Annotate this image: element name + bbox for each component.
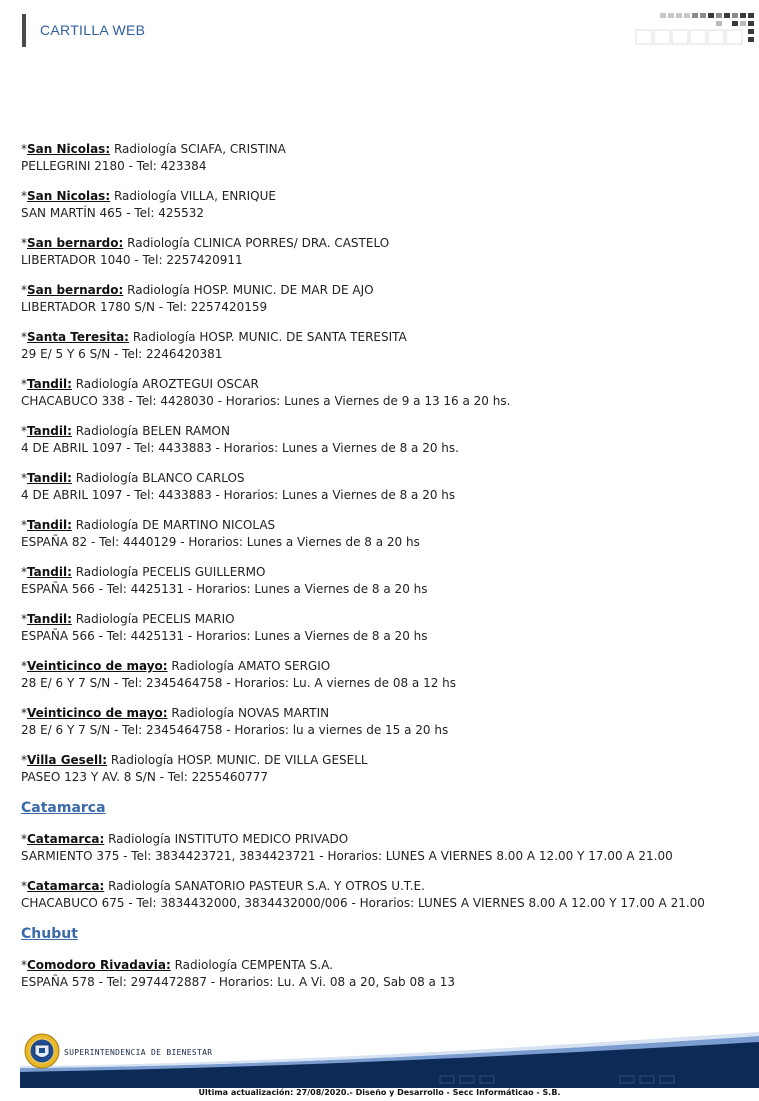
provider-line bbox=[21, 564, 746, 581]
superintendencia-seal-icon bbox=[24, 1033, 60, 1069]
provider-details: CHACABUCO 338 - Tel: 4428030 - Horarios: Lunes a Viernes de 9 a 13 16 a 20 hs. bbox=[21, 394, 511, 408]
provider-location: Veinticinco de mayo: bbox=[27, 706, 168, 720]
provider-specialty: Radiología bbox=[113, 142, 177, 156]
provider-location: Santa Teresita: bbox=[27, 330, 129, 344]
provider-location: San Nicolas: bbox=[27, 189, 111, 203]
provider-details: 28 E/ 6 Y 7 S/N - Tel: 2345464758 - Horarios: Lu. A viernes de 08 a 12 hs bbox=[21, 676, 457, 690]
provider-line bbox=[21, 329, 746, 346]
provider-name: HOSP. MUNIC. DE MAR DE AJO bbox=[193, 283, 374, 297]
provider-entry bbox=[21, 470, 746, 504]
provider-list bbox=[21, 141, 746, 1004]
provider-name: HOSP. MUNIC. DE SANTA TERESITA bbox=[199, 330, 407, 344]
entry-prefix: * bbox=[21, 518, 27, 532]
provider-specialty: Radiología bbox=[113, 189, 177, 203]
entry-prefix: * bbox=[21, 142, 27, 156]
provider-details: 4 DE ABRIL 1097 - Tel: 4433883 - Horarios: Lunes a Viernes de 8 a 20 hs. bbox=[21, 441, 459, 455]
provider-entry bbox=[21, 878, 746, 912]
provider-entry bbox=[21, 423, 746, 457]
provider-location: Veinticinco de mayo: bbox=[27, 659, 168, 673]
organization-name: SUPERINTENDENCIA DE BIENESTAR bbox=[64, 1048, 213, 1057]
provider-specialty: Radiología bbox=[127, 283, 190, 297]
provider-line bbox=[21, 235, 746, 252]
entry-prefix: * bbox=[21, 706, 27, 720]
provider-location: Tandil: bbox=[27, 518, 72, 532]
provider-specialty: Radiología bbox=[108, 879, 171, 893]
provider-entry bbox=[21, 517, 746, 551]
provider-location: Tandil: bbox=[27, 471, 72, 485]
provider-specialty: Radiología bbox=[75, 612, 139, 626]
provider-location: Tandil: bbox=[27, 565, 72, 579]
provider-name: PECELIS GUILLERMO bbox=[142, 565, 266, 579]
provider-entry bbox=[21, 141, 746, 175]
provider-details: ESPAÑA 82 - Tel: 4440129 - Horarios: Lunes a Viernes de 8 a 20 hs bbox=[21, 535, 420, 549]
header-accent-bar bbox=[22, 14, 26, 47]
provider-specialty: Radiología bbox=[75, 377, 139, 391]
provider-entry bbox=[21, 831, 746, 865]
provider-specialty: Radiología bbox=[75, 565, 139, 579]
provider-line bbox=[21, 878, 746, 895]
provider-specialty: Radiología bbox=[174, 958, 238, 972]
provider-entry bbox=[21, 376, 746, 410]
provider-entry bbox=[21, 752, 746, 786]
provider-name: PECELIS MARIO bbox=[142, 612, 235, 626]
provider-line bbox=[21, 376, 746, 393]
header-decoration-icon bbox=[634, 10, 759, 48]
provider-entry bbox=[21, 329, 746, 363]
provider-entry bbox=[21, 658, 746, 692]
provider-specialty: Radiología bbox=[127, 236, 190, 250]
page-title: CARTILLA WEB bbox=[40, 22, 146, 38]
provider-name: INSTITUTO MEDICO PRIVADO bbox=[174, 832, 349, 846]
provider-details: 29 E/ 5 Y 6 S/N - Tel: 2246420381 bbox=[21, 347, 223, 361]
entry-prefix: * bbox=[21, 958, 27, 972]
provider-specialty: Radiología bbox=[75, 424, 139, 438]
provider-entry bbox=[21, 611, 746, 645]
provider-details: ESPAÑA 578 - Tel: 2974472887 - Horarios: Lu. A Vi. 08 a 20, Sab 08 a 13 bbox=[21, 975, 455, 989]
entry-prefix: * bbox=[21, 377, 27, 391]
provider-entry bbox=[21, 235, 746, 269]
provider-details: 28 E/ 6 Y 7 S/N - Tel: 2345464758 - Horarios: lu a viernes de 15 a 20 hs bbox=[21, 723, 449, 737]
provider-details: LIBERTADOR 1040 - Tel: 2257420911 bbox=[21, 253, 243, 267]
entry-prefix: * bbox=[21, 330, 27, 344]
provider-location: Comodoro Rivadavia: bbox=[27, 958, 171, 972]
provider-name: SANATORIO PASTEUR S.A. Y OTROS U.T.E. bbox=[174, 879, 425, 893]
provider-location: San Nicolas: bbox=[27, 142, 111, 156]
entry-prefix: * bbox=[21, 424, 27, 438]
provider-name: VILLA, ENRIQUE bbox=[180, 189, 276, 203]
last-updated-note: Ultima actualización: 27/08/2020.- Diseño y Desarrollo - Secc Informáticao - S.B. bbox=[198, 1088, 561, 1097]
region-heading[interactable]: Chubut bbox=[21, 926, 78, 942]
provider-details: ESPAÑA 566 - Tel: 4425131 - Horarios: Lunes a Viernes de 8 a 20 hs bbox=[21, 582, 428, 596]
provider-name: CEMPENTA S.A. bbox=[241, 958, 333, 972]
provider-location: Catamarca: bbox=[27, 832, 105, 846]
provider-line bbox=[21, 141, 746, 158]
entry-prefix: * bbox=[21, 753, 27, 767]
provider-name: DE MARTINO NICOLAS bbox=[142, 518, 276, 532]
entry-prefix: * bbox=[21, 832, 27, 846]
provider-details: LIBERTADOR 1780 S/N - Tel: 2257420159 bbox=[21, 300, 268, 314]
provider-line bbox=[21, 611, 746, 628]
provider-name: CLINICA PORRES/ DRA. CASTELO bbox=[193, 236, 390, 250]
provider-line bbox=[21, 752, 746, 769]
entry-prefix: * bbox=[21, 565, 27, 579]
provider-location: Tandil: bbox=[27, 377, 72, 391]
entry-prefix: * bbox=[21, 659, 27, 673]
entry-prefix: * bbox=[21, 189, 27, 203]
provider-line bbox=[21, 658, 746, 675]
provider-name: NOVAS MARTIN bbox=[237, 706, 330, 720]
provider-details: SARMIENTO 375 - Tel: 3834423721, 3834423721 - Horarios: LUNES A VIERNES 8.00 A 12.00 Y 17.00 A 21.00 bbox=[21, 849, 673, 863]
provider-name: AMATO SERGIO bbox=[237, 659, 331, 673]
entry-prefix: * bbox=[21, 283, 27, 297]
provider-location: Tandil: bbox=[27, 424, 72, 438]
provider-location: San bernardo: bbox=[27, 236, 124, 250]
provider-line bbox=[21, 470, 746, 487]
provider-entry bbox=[21, 282, 746, 316]
provider-name: HOSP. MUNIC. DE VILLA GESELL bbox=[177, 753, 368, 767]
provider-details: SAN MARTÍN 465 - Tel: 425532 bbox=[21, 206, 205, 220]
provider-specialty: Radiología bbox=[171, 659, 235, 673]
provider-line bbox=[21, 282, 746, 299]
provider-specialty: Radiología bbox=[75, 518, 139, 532]
provider-line bbox=[21, 517, 746, 534]
provider-name: AROZTEGUI OSCAR bbox=[142, 377, 259, 391]
provider-specialty: Radiología bbox=[110, 753, 174, 767]
provider-location: Catamarca: bbox=[27, 879, 105, 893]
footer-wave-banner bbox=[20, 1030, 759, 1088]
provider-entry bbox=[21, 705, 746, 739]
provider-specialty: Radiología bbox=[132, 330, 196, 344]
provider-name: SCIAFA, CRISTINA bbox=[180, 142, 286, 156]
provider-details: CHACABUCO 675 - Tel: 3834432000, 3834432000/006 - Horarios: LUNES A VIERNES 8.00 A 12.00 Y 17.00 A 21.00 bbox=[21, 896, 705, 910]
provider-details: PASEO 123 Y AV. 8 S/N - Tel: 2255460777 bbox=[21, 770, 268, 784]
provider-name: BELEN RAMON bbox=[142, 424, 230, 438]
provider-line bbox=[21, 705, 746, 722]
entry-prefix: * bbox=[21, 879, 27, 893]
provider-line bbox=[21, 423, 746, 440]
provider-location: Villa Gesell: bbox=[27, 753, 107, 767]
provider-line bbox=[21, 188, 746, 205]
provider-specialty: Radiología bbox=[75, 471, 139, 485]
provider-specialty: Radiología bbox=[108, 832, 171, 846]
provider-details: PELLEGRINI 2180 - Tel: 423384 bbox=[21, 159, 207, 173]
entry-prefix: * bbox=[21, 236, 27, 250]
provider-entry bbox=[21, 188, 746, 222]
provider-name: BLANCO CARLOS bbox=[142, 471, 245, 485]
provider-line bbox=[21, 957, 746, 974]
provider-location: Tandil: bbox=[27, 612, 72, 626]
provider-entry bbox=[21, 957, 746, 991]
provider-specialty: Radiología bbox=[171, 706, 235, 720]
provider-entry bbox=[21, 564, 746, 598]
region-heading[interactable]: Catamarca bbox=[21, 800, 106, 816]
entry-prefix: * bbox=[21, 471, 27, 485]
entry-prefix: * bbox=[21, 612, 27, 626]
provider-details: 4 DE ABRIL 1097 - Tel: 4433883 - Horarios: Lunes a Viernes de 8 a 20 hs bbox=[21, 488, 456, 502]
provider-details: ESPAÑA 566 - Tel: 4425131 - Horarios: Lunes a Viernes de 8 a 20 hs bbox=[21, 629, 428, 643]
provider-location: San bernardo: bbox=[27, 283, 124, 297]
provider-line bbox=[21, 831, 746, 848]
